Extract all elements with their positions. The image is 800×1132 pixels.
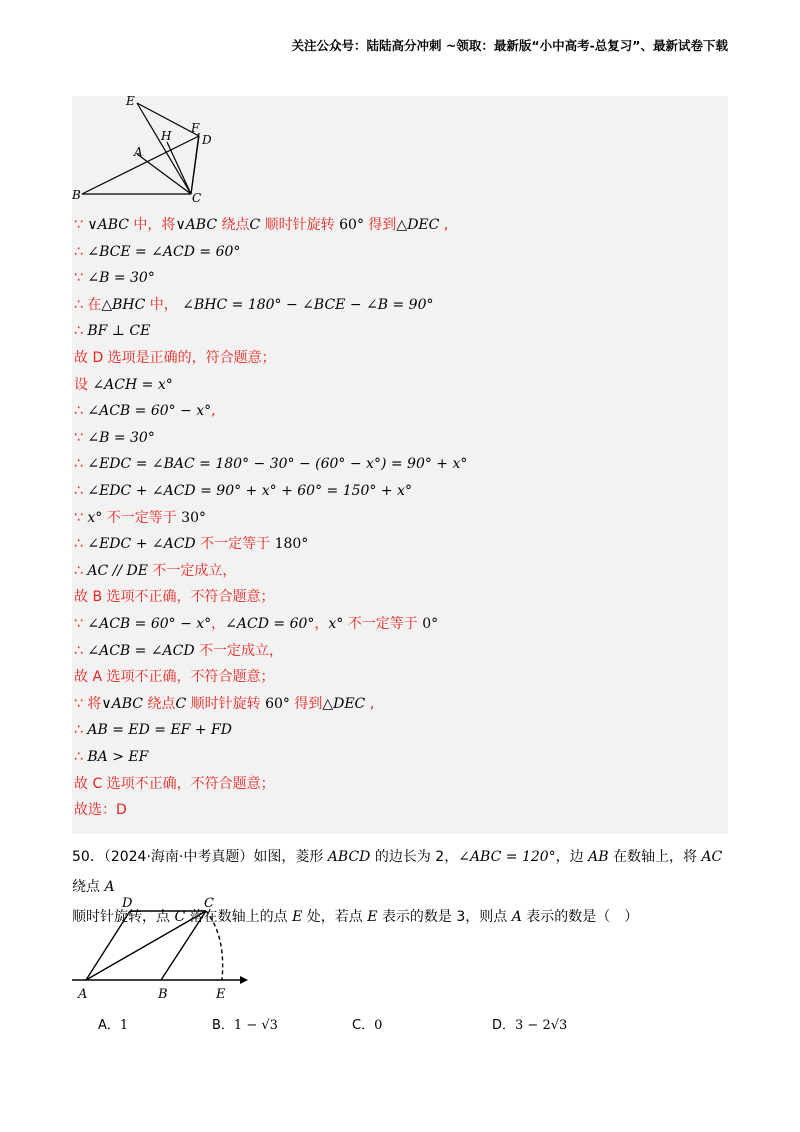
option-a[interactable] — [98, 1014, 128, 1033]
label-A: A — [134, 145, 143, 159]
solution-line — [74, 322, 150, 340]
solution-text: 不一定等于 — [102, 509, 182, 526]
option-c[interactable] — [352, 1014, 382, 1033]
solution-text: 得到 — [289, 695, 323, 712]
solution-text: 中，将 — [128, 217, 176, 233]
solution-line — [74, 721, 232, 739]
solution-text: 故 C 选项不正确，不符合题意； — [74, 775, 275, 792]
solution-text: ∴ — [74, 456, 88, 473]
option-key: B． — [212, 1018, 234, 1033]
solution-text: 不一定成立， — [147, 562, 237, 579]
math-expression: AC // DE — [87, 562, 148, 579]
math-expression: 30° — [181, 509, 206, 526]
solution-text: ∴ — [74, 749, 88, 765]
page-header: 关注公众号：陆陆高分冲刺 ~领取：最新版“小中高考-总复习”、最新试卷下载 — [291, 38, 728, 53]
solution-text: ∴ — [74, 483, 88, 499]
option-key: A． — [98, 1018, 120, 1033]
math-expression: △BHC — [101, 296, 146, 313]
solution-text: ∴ — [74, 243, 88, 260]
option-value: 1 − √3 — [233, 1018, 278, 1033]
math-expression: C — [249, 217, 261, 233]
math-expression: ∠ACB = 60° − x° — [87, 616, 212, 632]
solution-line — [74, 695, 374, 713]
solution-text: ∴ — [74, 642, 88, 659]
solution-text: ∵ 将 — [74, 695, 102, 712]
label-H: H — [161, 129, 172, 143]
solution-text: , — [365, 695, 375, 712]
math-expression: C — [175, 695, 187, 712]
math-expression: ∠EDC + ∠ACD — [87, 536, 196, 553]
solution-text: 故 A 选项不正确，不符合题意； — [74, 669, 275, 686]
math-expression: x° — [328, 616, 344, 632]
solution-text: ∴ — [74, 403, 88, 420]
option-d[interactable] — [492, 1014, 567, 1033]
problem-line-1 — [72, 842, 732, 902]
solution-line — [74, 216, 448, 234]
math-expression: ∠BCE = ∠ACD = 60° — [87, 243, 241, 260]
solution-text: ∴ — [74, 323, 88, 340]
solution-line — [74, 748, 148, 766]
solution-text: 绕点 — [142, 695, 176, 712]
solution-text: 不一定等于 — [343, 616, 423, 632]
solution-line — [74, 801, 127, 819]
math-expression: AB — [588, 849, 609, 865]
problem-text: 落在数轴上的点 — [185, 909, 293, 925]
math-expression: C — [174, 909, 186, 925]
solution-text: 绕点 — [217, 217, 250, 233]
label-C: C — [204, 896, 214, 911]
solution-text: 不一定成立， — [194, 642, 284, 659]
solution-block — [72, 96, 728, 834]
solution-text: 故 B 选项不正确，不符合题意； — [74, 589, 275, 606]
solution-line — [74, 376, 173, 394]
solution-line — [74, 775, 275, 793]
solution-line — [74, 402, 216, 420]
solution-text: 得到 — [363, 217, 397, 233]
math-expression: ∠EDC = ∠BAC = 180° − 30° − (60° − x°) = 90° + x° — [87, 456, 468, 473]
label-C: C — [192, 191, 202, 205]
rotation-figure — [72, 96, 232, 211]
math-expression: 60° — [265, 695, 290, 712]
problem-text: ，边 — [555, 849, 589, 865]
solution-line — [74, 642, 283, 660]
solution-text: ∴ — [74, 562, 88, 579]
option-value: 3 − 2√3 — [515, 1018, 568, 1033]
label-E: E — [126, 96, 135, 108]
math-expression: BF ⊥ CE — [87, 323, 151, 340]
solution-line — [74, 615, 438, 633]
math-expression: 180° — [274, 536, 309, 553]
solution-text: ∵ — [74, 429, 88, 446]
solution-text: 顺时针旋转 — [260, 217, 340, 233]
solution-line — [74, 482, 412, 500]
solution-text: 顺时针旋转 — [186, 695, 266, 712]
problem-text: 50．（2024·海南·中考真题）如图，菱形 — [72, 849, 328, 865]
math-expression: △DEC — [396, 217, 440, 233]
solution-text: ∴ 在 — [74, 296, 102, 313]
label-D: D — [202, 133, 212, 147]
option-value: 0 — [374, 1018, 383, 1033]
solution-text: 故选：D — [74, 802, 127, 819]
option-key: C． — [352, 1018, 375, 1033]
math-expression: A — [104, 879, 115, 895]
solution-line — [74, 429, 155, 447]
math-expression: ∠B = 30° — [87, 429, 155, 446]
option-b[interactable] — [212, 1014, 278, 1033]
problem-text: 表示的数是 3，则点 — [377, 909, 512, 925]
solution-line — [74, 562, 236, 580]
label-E: E — [216, 987, 226, 1002]
math-expression: ∠ACD = 60° — [225, 616, 315, 632]
problem-text: 绕点 — [72, 879, 105, 895]
math-expression: A — [511, 909, 522, 925]
math-expression: ∨ABC — [175, 217, 218, 233]
math-expression: E — [367, 909, 378, 925]
problem-text: 表示的数是（ ） — [521, 909, 639, 925]
solution-text: ∴ — [74, 722, 88, 739]
label-A: A — [78, 987, 88, 1002]
math-expression: ∠B = 30° — [87, 270, 155, 287]
math-expression: ∨ABC — [87, 217, 129, 233]
solution-text: ∵ — [74, 509, 88, 526]
solution-text: , — [439, 217, 449, 233]
problem-text: 在数轴上，将 — [608, 849, 702, 865]
solution-text: 不一定等于 — [195, 536, 275, 553]
label-B: B — [72, 188, 81, 202]
math-expression: ABCD — [327, 849, 371, 865]
solution-line — [74, 349, 276, 367]
option-key: D． — [492, 1018, 516, 1033]
math-expression: x° — [87, 509, 103, 526]
solution-text: ∵ — [74, 616, 88, 632]
solution-text: ∵ — [74, 217, 88, 233]
solution-line — [74, 668, 274, 686]
math-expression: ∠EDC + ∠ACD = 90° + x° + 60° = 150° + x° — [87, 483, 412, 499]
label-B: B — [158, 987, 168, 1002]
solution-line — [74, 296, 433, 314]
problem-text: 顺时针旋转，点 — [72, 909, 175, 925]
problem-text: 的边长为 2， — [370, 849, 459, 865]
math-expression: ∠ACB = 60° − x° — [87, 403, 212, 420]
math-expression: 60° — [339, 217, 364, 233]
solution-line — [74, 243, 240, 261]
solution-text: 故 D 选项是正确的，符合题意； — [74, 350, 276, 366]
math-expression: E — [292, 909, 303, 925]
math-expression: ∠BHC = 180° − ∠BCE − ∠B = 90° — [177, 296, 434, 313]
solution-line — [74, 535, 308, 553]
problem-text: 处，若点 — [302, 909, 368, 925]
solution-text: ∴ — [74, 536, 88, 553]
math-expression: ∠ACH = x° — [92, 376, 173, 393]
option-value: 1 — [119, 1018, 129, 1033]
math-expression: AC — [701, 849, 723, 865]
solution-text: ∵ — [74, 270, 88, 287]
label-F: F — [191, 121, 200, 135]
solution-line — [74, 588, 275, 606]
solution-text: , — [211, 403, 216, 420]
solution-text: ， — [314, 616, 329, 632]
math-expression: AB = ED = EF + FD — [87, 722, 232, 739]
solution-line — [74, 269, 155, 287]
label-D: D — [122, 896, 133, 911]
math-expression: △DEC — [322, 695, 366, 712]
math-expression: ∨ABC — [101, 695, 143, 712]
math-expression: BA > EF — [87, 749, 149, 765]
math-expression: ∠ABC = 120° — [458, 849, 556, 865]
math-expression: 0° — [422, 616, 439, 632]
rhombus-number-line-figure — [66, 896, 256, 1006]
solution-text: ， — [211, 616, 226, 632]
solution-line — [74, 509, 206, 527]
solution-line — [74, 455, 467, 473]
math-expression: ∠ACB = ∠ACD — [87, 642, 195, 659]
solution-text: 设 — [74, 376, 93, 393]
solution-text: 中， — [145, 296, 178, 313]
